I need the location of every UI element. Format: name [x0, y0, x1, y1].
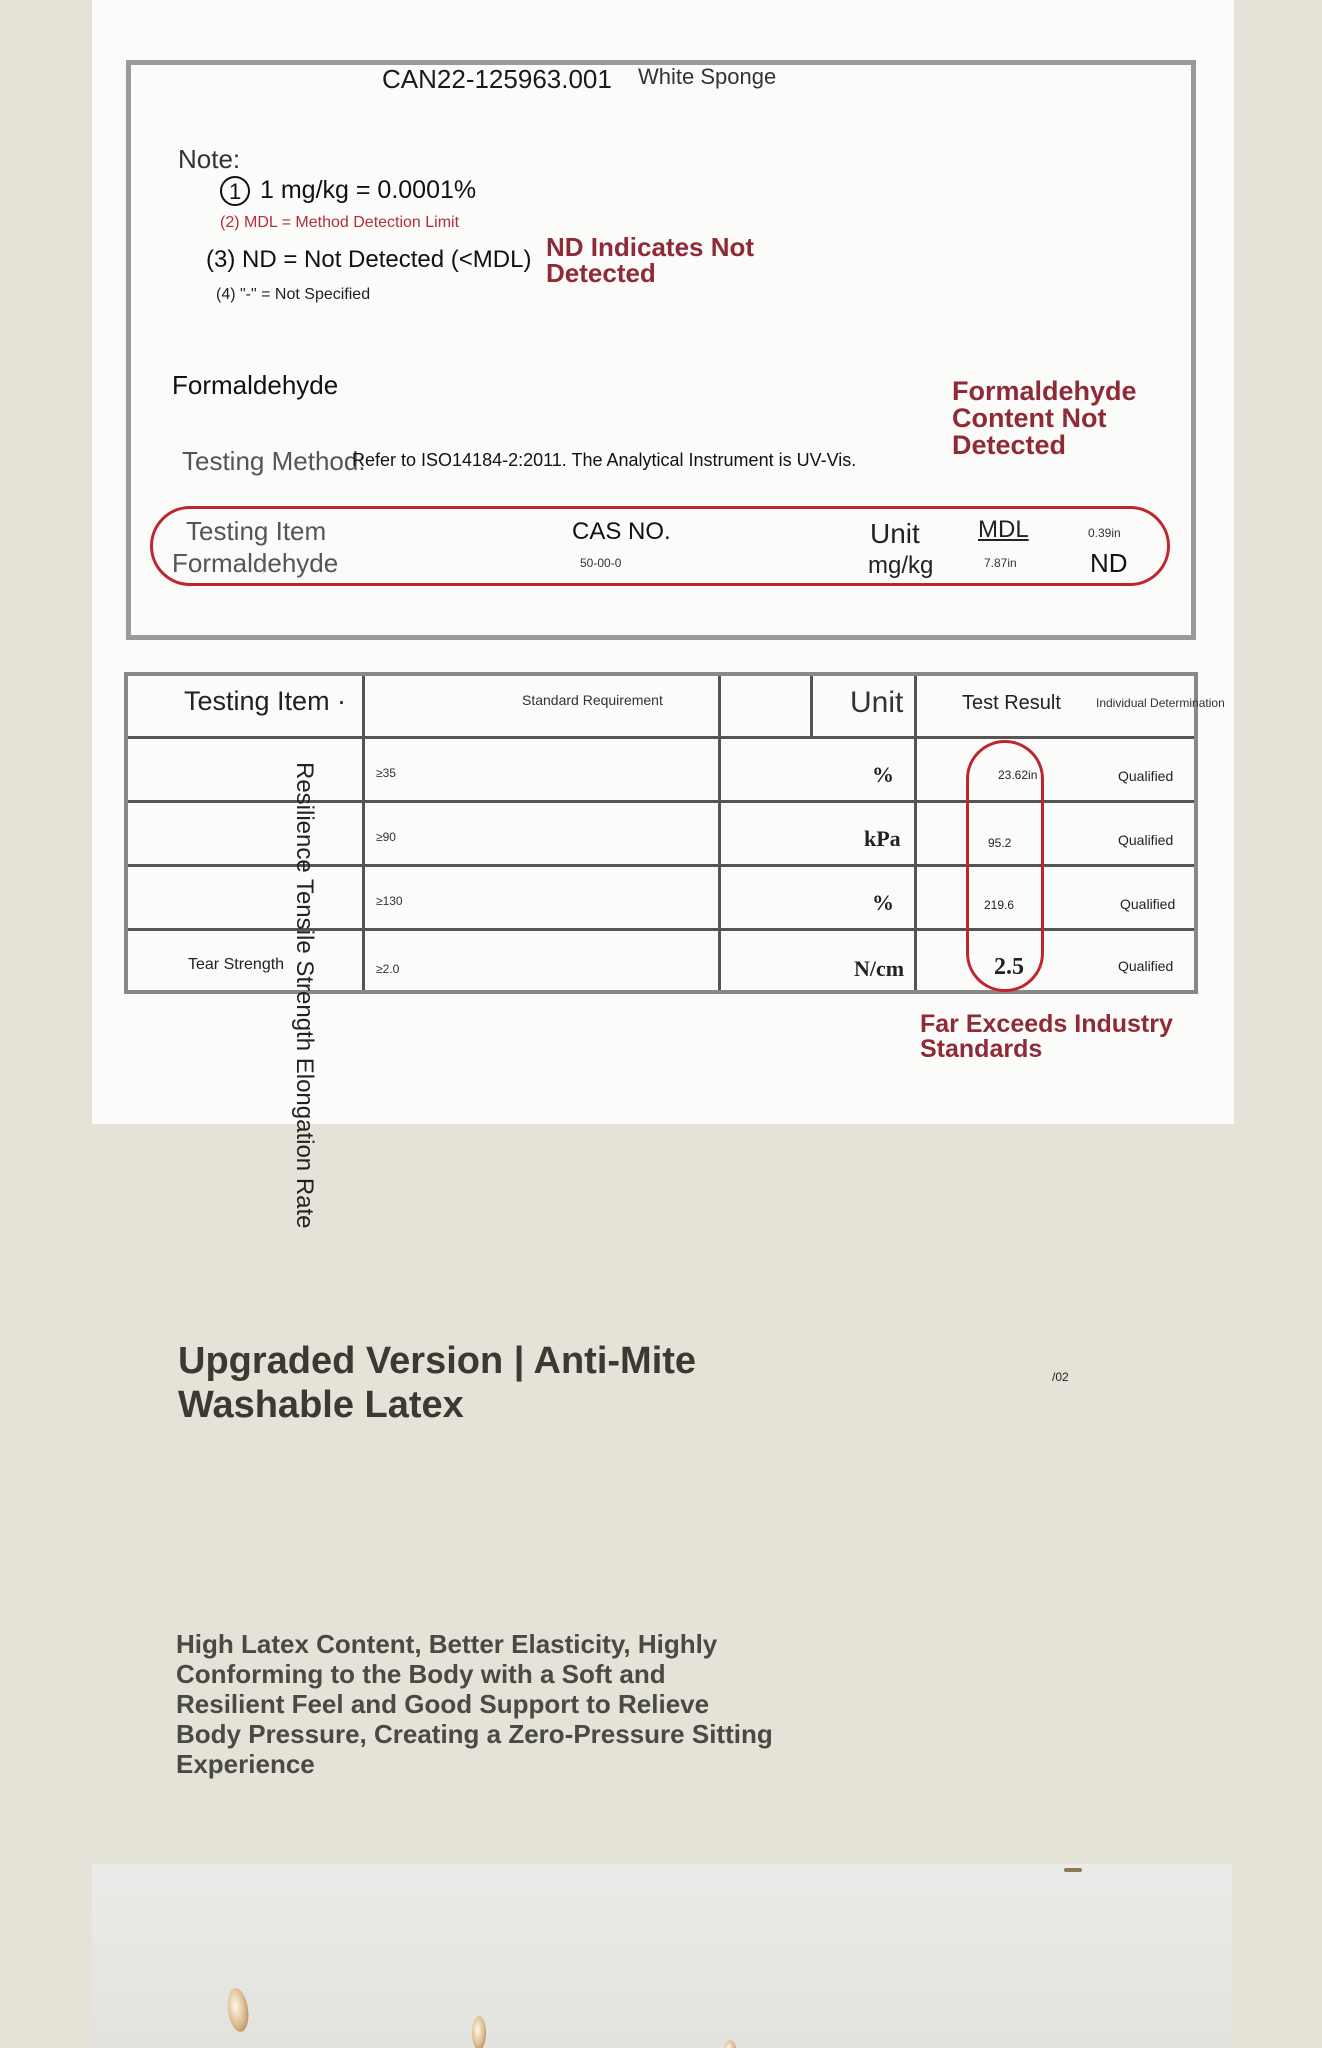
- row-determination: Qualified: [1118, 768, 1174, 784]
- mdl-value: 7.87in: [984, 556, 1017, 570]
- test-report: [92, 0, 1234, 1124]
- latex-foam-photo: [92, 1864, 1232, 2048]
- testing-method-text: Refer to ISO14184-2:2011. The Analytical Instrument is UV-Vis.: [352, 450, 857, 470]
- cas-value: 50-00-0: [580, 556, 622, 570]
- header-testing-item: Testing Item ·: [184, 686, 347, 716]
- table-column-line: [718, 676, 721, 990]
- formaldehyde-callout: Formaldehyde Content Not Detected: [952, 376, 1137, 460]
- row-standard: ≥90: [376, 830, 396, 844]
- form-unit-value: mg/kg: [868, 552, 934, 579]
- dimension-label: 0.39in: [1088, 526, 1121, 540]
- row-unit: kPa: [864, 826, 901, 851]
- note-title: Note:: [178, 144, 241, 174]
- form-item-value: Formaldehyde: [172, 548, 339, 578]
- nd-callout: ND Indicates Not Detected: [546, 232, 755, 288]
- page-number: /02: [1052, 1370, 1069, 1384]
- row-determination: Qualified: [1118, 832, 1174, 848]
- form-unit-header: Unit: [870, 518, 920, 549]
- report-number: CAN22-125963.001: [382, 64, 612, 94]
- table-column-line: [810, 676, 813, 736]
- testing-method-label: Testing Method:: [182, 446, 366, 476]
- circled-number-label: 1: [229, 179, 242, 204]
- header-test-result: Test Result: [962, 692, 1061, 714]
- foam-pinhole: [225, 1987, 251, 2033]
- row-determination: Qualified: [1118, 958, 1174, 974]
- header-determination: Individual Determination: [1096, 696, 1225, 710]
- product-title: [178, 1340, 696, 1427]
- row-name: Tear Strength: [188, 956, 285, 973]
- formaldehyde-heading: Formaldehyde: [172, 370, 339, 400]
- mdl-header: MDL: [978, 516, 1029, 543]
- foam-pinhole: [724, 2040, 736, 2048]
- note-1: 1 mg/kg = 0.0001%: [260, 176, 477, 204]
- product-title-line-2: Washable Latex: [178, 1383, 464, 1426]
- row-result: 219.6: [984, 898, 1015, 912]
- row-standard: ≥35: [376, 766, 396, 780]
- row-unit: %: [872, 762, 894, 787]
- foam-mark: [1064, 1868, 1082, 1872]
- row-standard: ≥130: [376, 894, 403, 908]
- result-highlight-oval: [966, 740, 1044, 992]
- product-title-line-1: Upgraded Version | Anti-Mite: [178, 1340, 697, 1382]
- row-result: 95.2: [988, 836, 1012, 850]
- row-result: 23.62in: [998, 768, 1038, 782]
- row-determination: Qualified: [1120, 896, 1176, 912]
- header-unit: Unit: [850, 686, 904, 719]
- row-result: 2.5: [994, 954, 1024, 980]
- row-unit: N/cm: [854, 956, 905, 981]
- table-divider: [128, 736, 1194, 739]
- note-4: (4) "-" = Not Specified: [216, 286, 371, 303]
- exceeds-standards-callout: Far Exceeds Industry Standards: [920, 1010, 1173, 1063]
- table-column-line: [362, 676, 365, 990]
- circled-number: [220, 176, 250, 206]
- header-standard: Standard Requirement: [522, 692, 663, 708]
- form-item-header: Testing Item: [186, 516, 327, 546]
- product-description: High Latex Content, Better Elasticity, Highly Conforming to the Body with a Soft and Resilient Feel and Good Support to Relieve Body Pressure, Creating a Zero-Pressure Sitting Experience: [176, 1629, 773, 1779]
- row-unit: %: [872, 890, 894, 915]
- note-2: (2) MDL = Method Detection Limit: [220, 214, 460, 231]
- form-result-value: ND: [1090, 548, 1128, 578]
- note-3: (3) ND = Not Detected (<MDL): [206, 246, 532, 273]
- foam-pinhole: [472, 2016, 486, 2048]
- cas-header: CAS NO.: [572, 518, 671, 545]
- row-standard: ≥2.0: [376, 962, 400, 976]
- table-column-line: [914, 676, 917, 990]
- test-item-names: Resilience Tensile Strength Elongation Rate: [291, 762, 318, 1229]
- sample-material: White Sponge: [638, 64, 777, 89]
